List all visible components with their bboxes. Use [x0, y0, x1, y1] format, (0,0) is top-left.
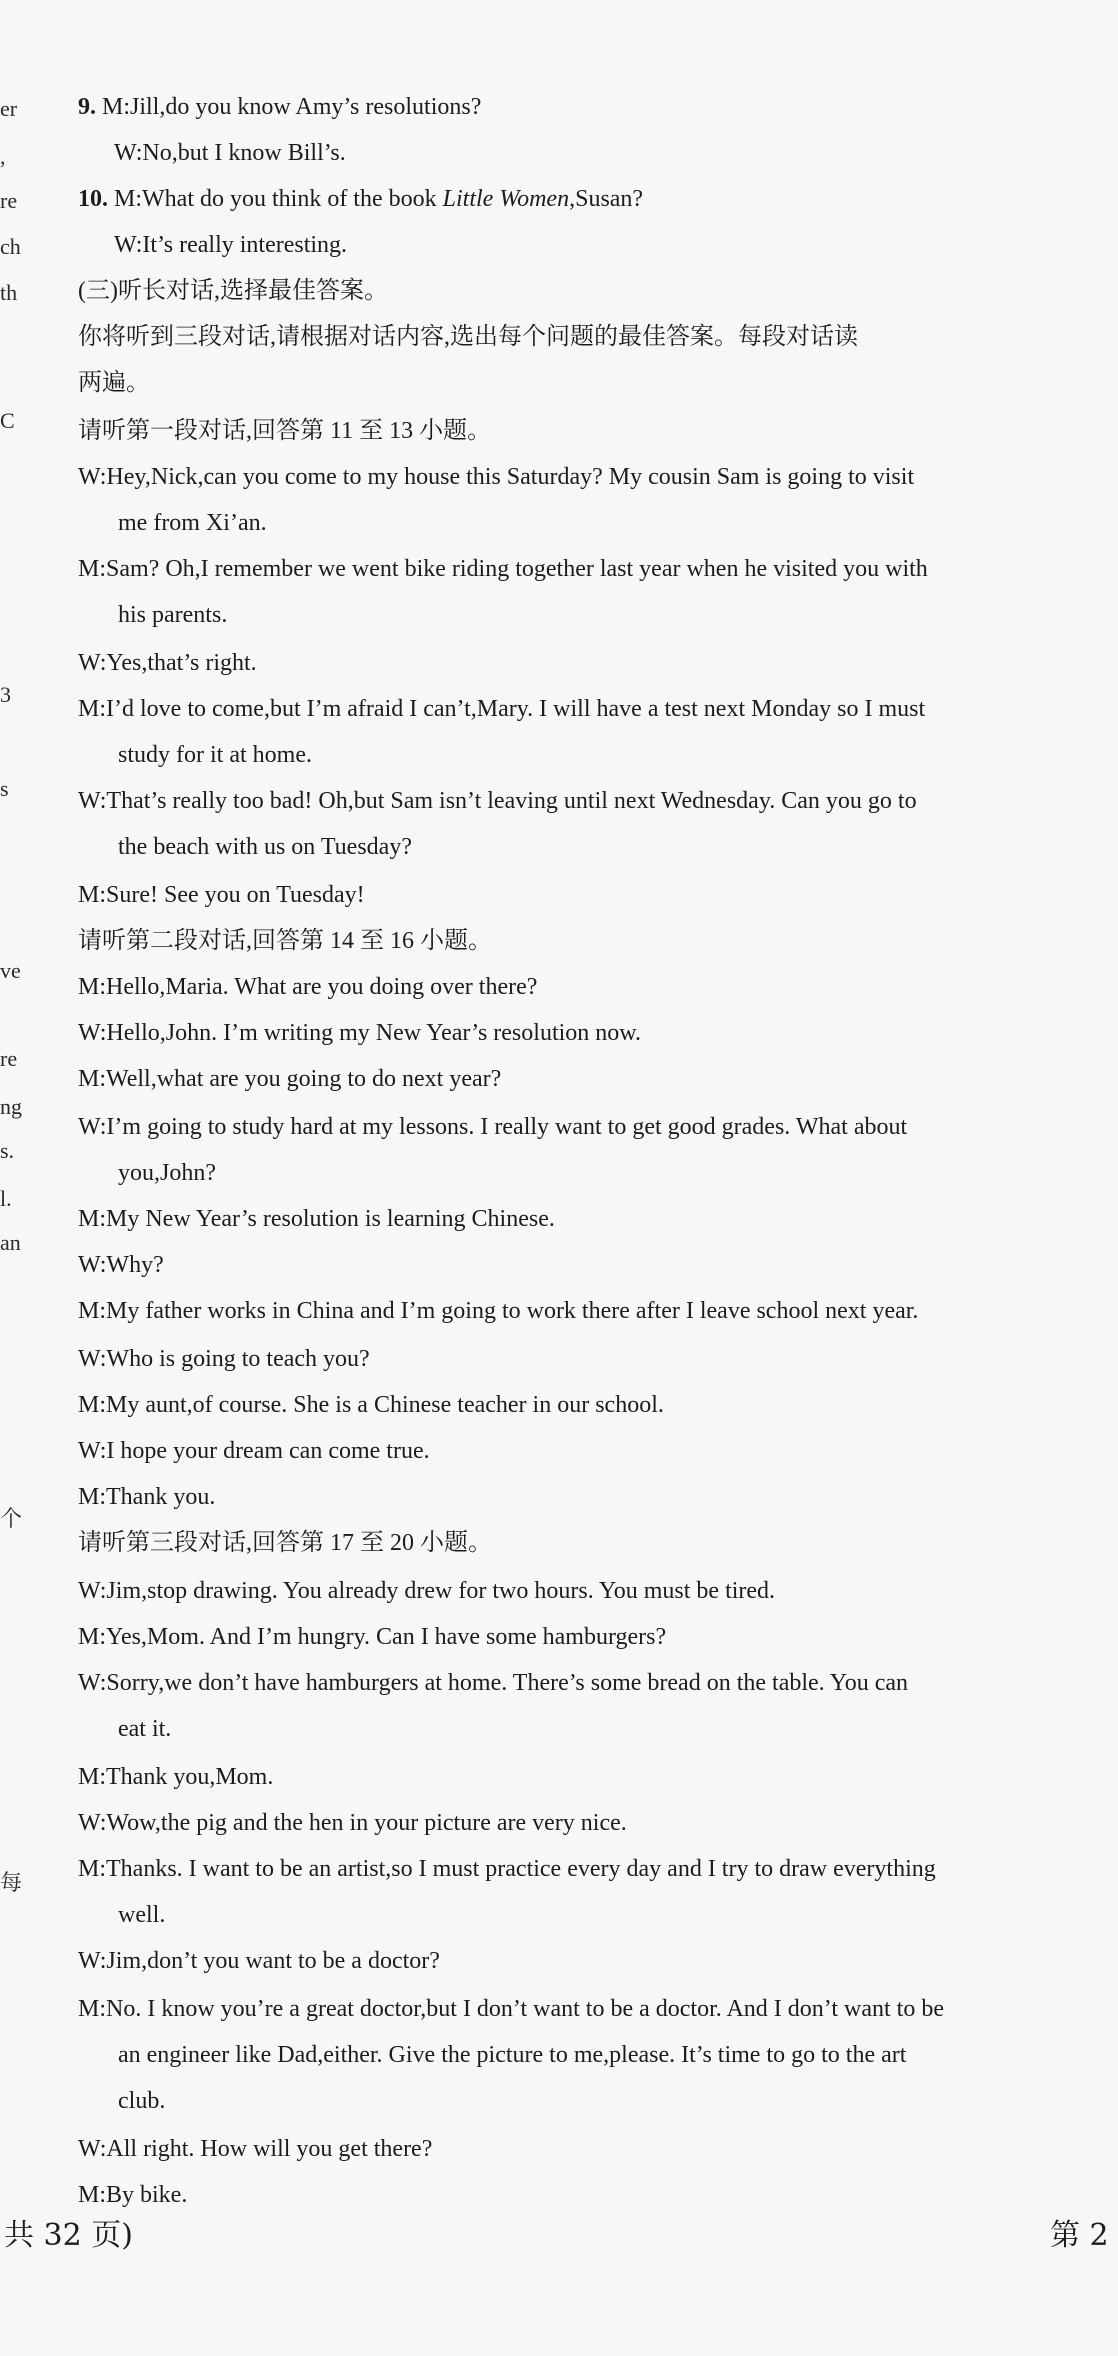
line-text: W:Who is going to teach you?: [78, 1346, 370, 1372]
line-text: eat it.: [118, 1716, 172, 1742]
transcript-line: [78, 1344, 370, 1374]
line-text: W:Why?: [78, 1252, 164, 1278]
edge-fragment: 3: [0, 682, 11, 707]
line-text: his parents.: [118, 602, 228, 628]
line-text: W:I hope your dream can come true.: [78, 1438, 430, 1464]
transcript-line: [78, 1528, 492, 1558]
transcript-line: [118, 600, 227, 630]
transcript-line: [118, 2086, 165, 2116]
line-text: W:No,but I know Bill’s.: [114, 140, 346, 166]
transcript-line: [78, 1390, 664, 1420]
line-text: you,John?: [118, 1160, 216, 1186]
transcript-line: [78, 1994, 944, 2024]
line-text: the beach with us on Tuesday?: [118, 834, 412, 860]
transcript-line: [78, 1576, 775, 1606]
line-text: 请听第三段对话,回答第 17 至 20 小题。: [78, 1530, 492, 1556]
edge-fragment: 每: [0, 1870, 23, 1895]
transcript-line: [118, 1714, 171, 1744]
line-text: M:Thanks. I want to be an artist,so I must practice every day and I try to draw everything: [78, 1856, 936, 1882]
line-text: M:My New Year’s resolution is learning Chinese.: [78, 1206, 555, 1232]
line-text: M:Well,what are you going to do next year?: [78, 1066, 502, 1092]
line-text: an engineer like Dad,either. Give the picture to me,please. It’s time to go to the art: [118, 2042, 907, 2068]
edge-fragment: ,: [0, 144, 6, 169]
transcript-line: [78, 322, 858, 352]
transcript-line: [78, 648, 257, 678]
transcript-line: [118, 508, 267, 538]
transcript-line: [114, 230, 347, 260]
transcript-line: [78, 1204, 555, 1234]
line-text: W:It’s really interesting.: [114, 232, 348, 258]
line-text: M:Yes,Mom. And I’m hungry. Can I have some hamburgers?: [78, 1624, 667, 1650]
edge-fragment: l.: [0, 1186, 12, 1211]
edge-fragment: th: [0, 280, 18, 305]
transcript-line: [78, 2134, 432, 2164]
transcript-line: [78, 184, 643, 214]
edge-fragment: 个: [0, 1506, 23, 1531]
line-text: well.: [118, 1902, 166, 1928]
footer-page-total: 共 32 页): [4, 2218, 133, 2253]
edge-fragment: ch: [0, 234, 21, 259]
transcript-line: [118, 1158, 216, 1188]
transcript-line: [118, 740, 312, 770]
edge-fragment: s.: [0, 1138, 15, 1163]
transcript-line: [118, 832, 412, 862]
edge-fragment: re: [0, 1046, 18, 1071]
transcript-line: [78, 1808, 627, 1838]
line-text: W:That’s really too bad! Oh,but Sam isn’t leaving until next Wednesday. Can you go to: [78, 788, 917, 814]
left-margin-fragments: [0, 0, 23, 2356]
transcript-line: [78, 276, 388, 306]
line-text: 两遍。: [78, 370, 150, 396]
line-text: M:No. I know you’re a great doctor,but I don’t want to be a doctor. And I don’t want to be: [78, 1996, 944, 2022]
transcript-line: [78, 1112, 907, 1142]
book-title: Little Women: [442, 186, 570, 212]
transcript-line: [78, 880, 365, 910]
transcript-line: [114, 138, 346, 168]
line-text: me from Xi’an.: [118, 510, 267, 536]
line-text: W:Hello,John. I’m writing my New Year’s resolution now.: [78, 1020, 642, 1046]
edge-fragment: s: [0, 776, 9, 801]
footer-page-number: 第 2: [1050, 2218, 1109, 2253]
line-text: M:Thank you.: [78, 1484, 216, 1510]
line-text: M:My aunt,of course. She is a Chinese teacher in our school.: [78, 1392, 664, 1418]
transcript-line: [78, 1064, 501, 1094]
line-text: 请听第一段对话,回答第 11 至 13 小题。: [78, 418, 492, 444]
line-text: M:Hello,Maria. What are you doing over there?: [78, 974, 538, 1000]
transcript-line: [78, 1622, 666, 1652]
line-text: M:Sam? Oh,I remember we went bike riding together last year when he visited you with: [78, 556, 928, 582]
line-text: M:My father works in China and I’m going to work there after I leave school next year.: [78, 1298, 919, 1324]
line-text: 你将听到三段对话,请根据对话内容,选出每个问题的最佳答案。每段对话读: [78, 324, 858, 350]
edge-fragment: er: [0, 96, 18, 121]
transcript-line: [78, 1854, 936, 1884]
transcript-line: [78, 92, 481, 122]
transcript-line: [118, 1900, 165, 1930]
line-text: W:Hey,Nick,can you come to my house this Saturday? My cousin Sam is going to visit: [78, 464, 915, 490]
transcript-line: [78, 1946, 440, 1976]
line-text: W:I’m going to study hard at my lessons. I really want to get good grades. What about: [78, 1114, 908, 1140]
line-text: club.: [118, 2088, 166, 2114]
line-text: W:Wow,the pig and the hen in your picture are very nice.: [78, 1810, 627, 1836]
question-number: 10.: [78, 186, 108, 212]
line-text: M:Sure! See you on Tuesday!: [78, 882, 365, 908]
transcript-line: [78, 368, 150, 398]
line-text: M:I’d love to come,but I’m afraid I can’t,Mary. I will have a test next Monday so I must: [78, 696, 926, 722]
edge-fragment: an: [0, 1230, 21, 1255]
transcript-line: [78, 554, 928, 584]
transcript-line: [78, 1436, 430, 1466]
transcript-line: [78, 1668, 908, 1698]
transcript-line: [78, 786, 917, 816]
transcript-line: [78, 416, 491, 446]
line-text: study for it at home.: [118, 742, 312, 768]
question-number: 9.: [78, 94, 96, 120]
transcript-line: [78, 1762, 273, 1792]
edge-fragment: re: [0, 188, 18, 213]
transcript-line: [78, 972, 537, 1002]
line-text: W:Sorry,we don’t have hamburgers at home. There’s some bread on the table. You can: [78, 1670, 909, 1696]
transcript-line: [78, 1250, 164, 1280]
edge-fragment: ve: [0, 958, 21, 983]
line-text: W:Jim,don’t you want to be a doctor?: [78, 1948, 440, 1974]
line-text: W:Yes,that’s right.: [78, 650, 257, 676]
line-text: W:All right. How will you get there?: [78, 2136, 433, 2162]
line-text: M:Thank you,Mom.: [78, 1764, 274, 1790]
transcript-line: [118, 2040, 906, 2070]
line-text: (三)听长对话,选择最佳答案。: [78, 278, 388, 304]
edge-fragment: C: [0, 408, 15, 433]
line-text: M:What do you think of the book: [108, 186, 443, 212]
line-text: W:Jim,stop drawing. You already drew for two hours. You must be tired.: [78, 1578, 776, 1604]
line-text: 请听第二段对话,回答第 14 至 16 小题。: [78, 928, 492, 954]
edge-fragment: ng: [0, 1094, 22, 1119]
line-text: M:By bike.: [78, 2182, 188, 2208]
line-text: M:Jill,do you know Amy’s resolutions?: [96, 94, 482, 120]
line-text-after: ,Susan?: [569, 186, 644, 212]
transcript-line: [78, 926, 492, 956]
transcript-line: [78, 1482, 215, 1512]
transcript-line: [78, 462, 914, 492]
transcript-line: [78, 694, 925, 724]
transcript-line: [78, 1018, 641, 1048]
transcript-line: [78, 1296, 918, 1326]
transcript-line: [78, 2180, 187, 2210]
